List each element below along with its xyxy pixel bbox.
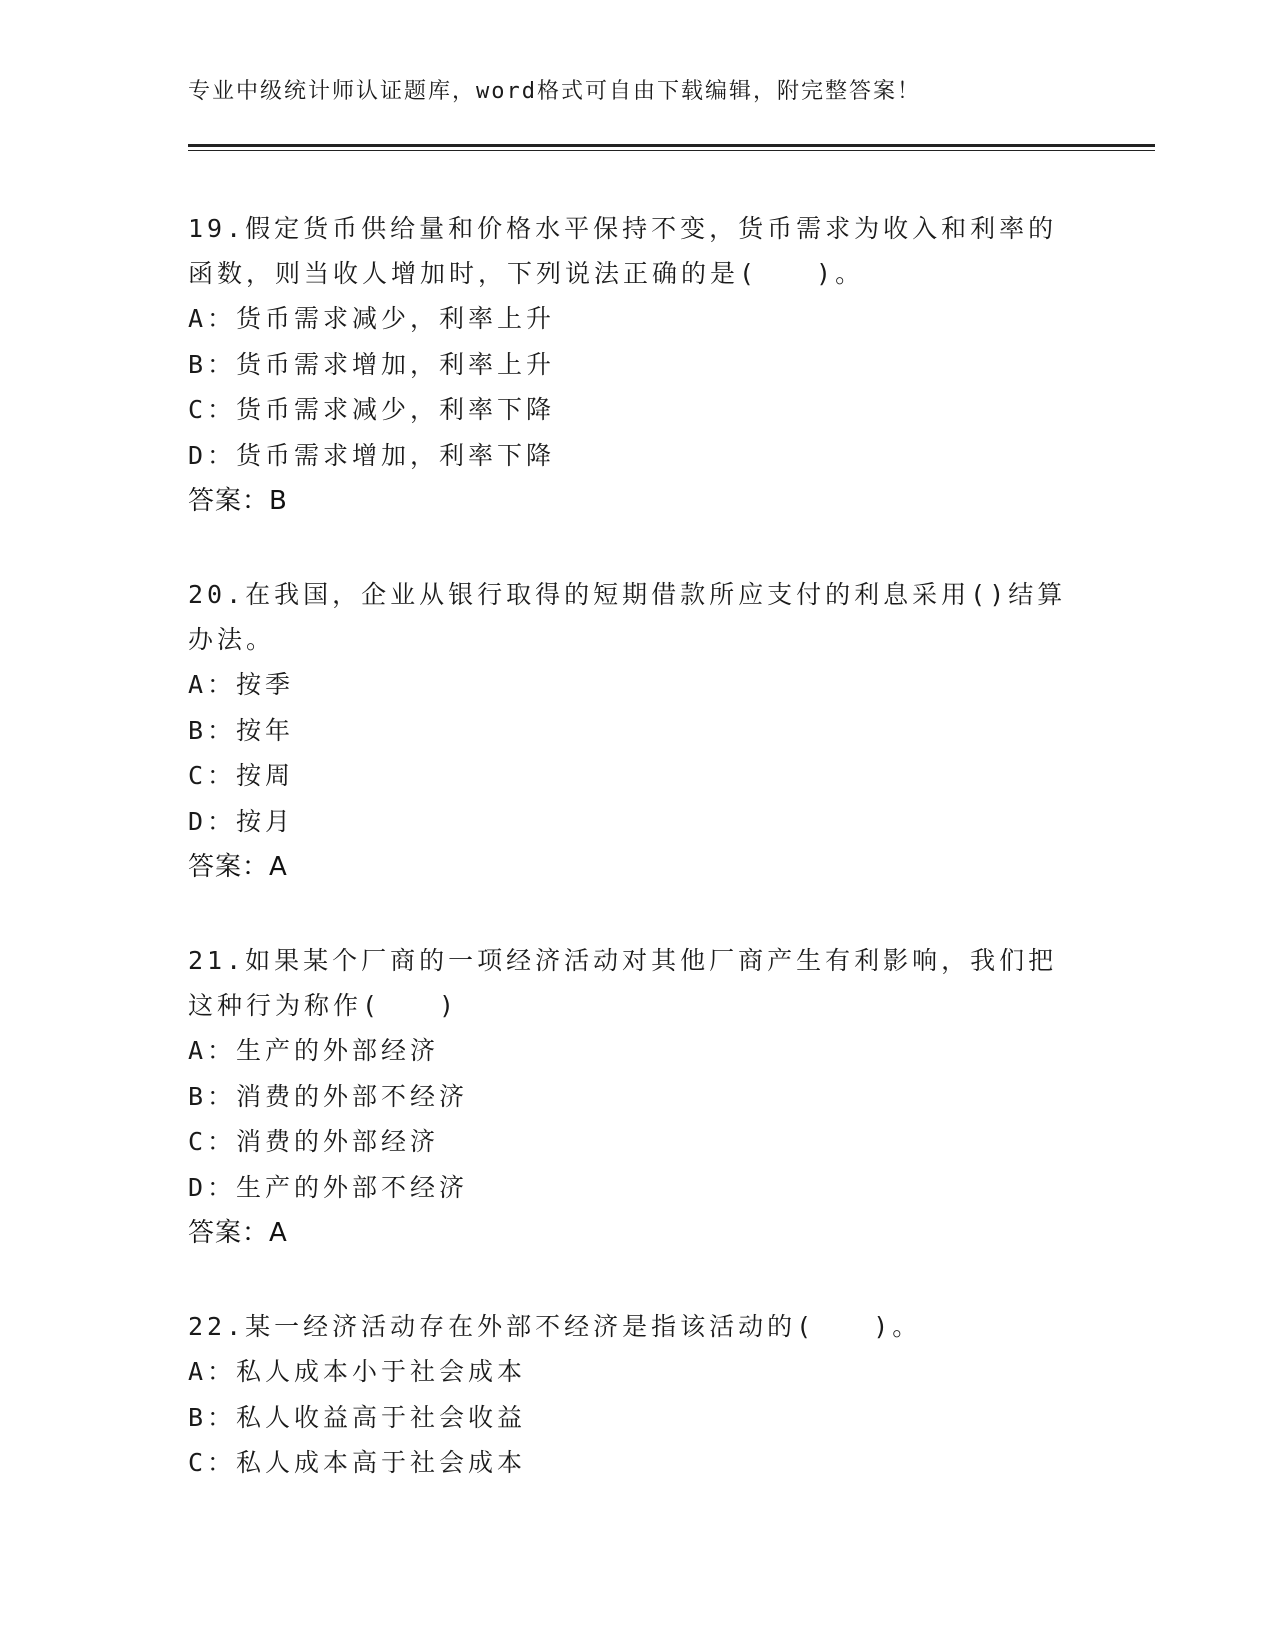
question-stem: 21.如果某个厂商的一项经济活动对其他厂商产生有利影响，我们把这种行为称作( )	[188, 946, 1058, 1020]
option-c: C：货币需求减少，利率下降	[188, 395, 556, 424]
option-c: C：按周	[188, 761, 295, 790]
option-d: D：按月	[188, 806, 295, 836]
question-19	[188, 206, 1068, 524]
option-b: B：货币需求增加，利率上升	[188, 349, 556, 379]
option-a: A：货币需求减少，利率上升	[188, 304, 556, 333]
header-rule-thick	[188, 144, 1155, 147]
answer-line: 答案：A	[188, 852, 288, 882]
option-c: C：消费的外部经济	[188, 1127, 440, 1156]
option-a: A：私人成本小于社会成本	[188, 1357, 527, 1386]
option-a: A：按季	[188, 670, 295, 699]
answer-line: 答案：B	[188, 486, 288, 516]
option-a: A：生产的外部经济	[188, 1036, 440, 1065]
option-d: D：生产的外部不经济	[188, 1172, 469, 1202]
header-rule-thin	[188, 150, 1155, 151]
answer-line: 答案：A	[188, 1218, 288, 1248]
question-stem: 19.假定货币供给量和价格水平保持不变，货币需求为收入和利率的函数，则当收人增加时，下列说法正确的是( )。	[188, 214, 1058, 288]
page-header: 专业中级统计师认证题库，word格式可自由下载编辑，附完整答案！	[188, 79, 921, 104]
question-stem: 22.某一经济活动存在外部不经济是指该活动的( )。	[188, 1312, 922, 1341]
question-20	[188, 572, 1068, 890]
option-b: B：私人收益高于社会收益	[188, 1402, 527, 1432]
option-b: B：消费的外部不经济	[188, 1081, 469, 1111]
option-c: C：私人成本高于社会成本	[188, 1448, 527, 1477]
option-b: B：按年	[188, 715, 295, 745]
option-d: D：货币需求增加，利率下降	[188, 440, 556, 470]
question-list	[188, 206, 1068, 1534]
question-21	[188, 938, 1068, 1256]
question-22	[188, 1304, 1068, 1486]
question-stem: 20.在我国，企业从银行取得的短期借款所应支付的利息采用()结算办法。	[188, 580, 1067, 654]
